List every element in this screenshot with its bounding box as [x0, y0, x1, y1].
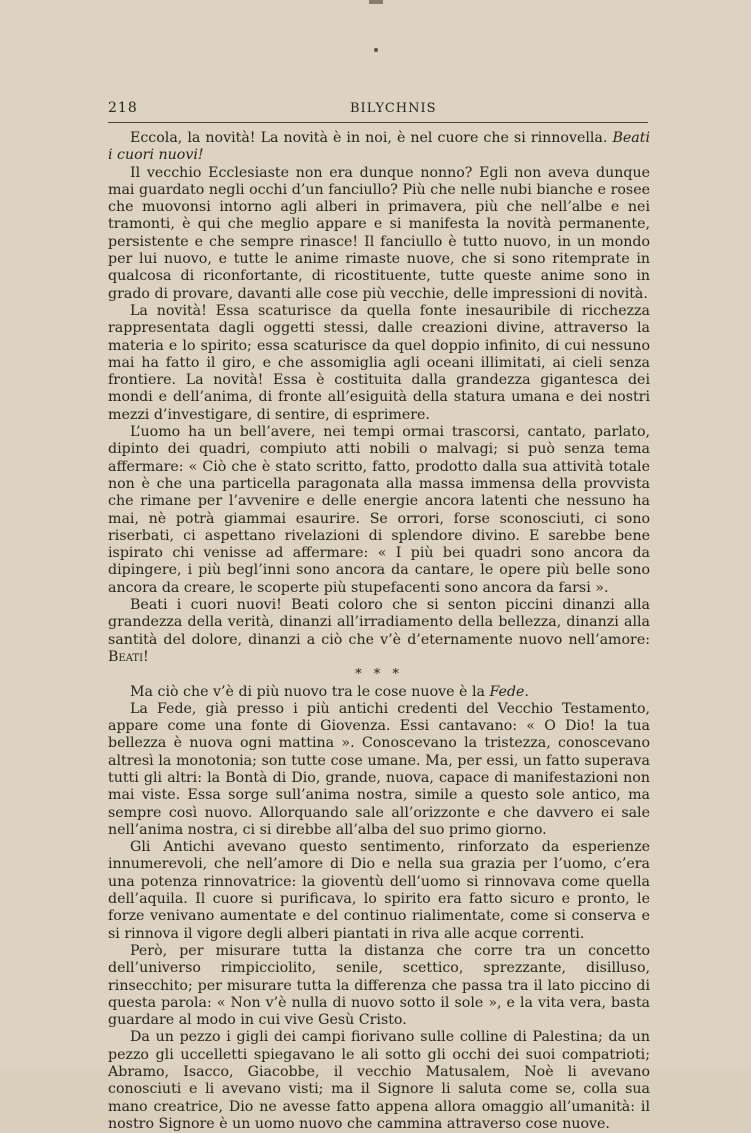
header-rule — [108, 122, 648, 123]
journal-title: BILYCHNIS — [350, 101, 437, 116]
paragraph-2: Il vecchio Ecclesiaste non era dunque nonno? Egli non aveva dunque mai guardato negli occhi d’un fanciullo? Più che nelle nubi bianche e rosee che muovonsi intorno agli alberi in primavera, più che nell’albe e nei tramonti, è qui che meglio appare e si manifesta la novità permanente, persistente e che sempre rinasce! Il fanciullo è tutto nuovo, in un mondo per lui nuovo, e tutte le anime rimaste nuove, che si sono ritemprate in qualcosa di riconfortante, di ricostituente, tutte queste anime sono in grado di provare, davanti alle cose più vecchie, delle impressioni di novità. — [108, 164, 650, 302]
section-separator: * * * — [355, 667, 403, 683]
running-header — [108, 100, 648, 118]
ink-dot — [374, 48, 378, 52]
paragraph-4: L’uomo ha un bell’avere, nei tempi ormai trascorsi, cantato, parlato, dipinto dei quadri, compiuto atti nobili o malvagi; si può senza tema affermare: « Ciò che è stato scritto, fatto, prodotto dalla sua attività totale non è che una particella paragonata alla massa immensa della provvista che rimane per l’avvenire e delle energie ancora latenti che nessuno ha mai, nè potrà giammai esaurire. Se orrori, forse sconosciuti, ci sono riserbati, ci aspettano rivelazioni di splendore divino. E sarebbe bene ispirato chi venisse ad affermare: « I più bei quadri sono ancora da dipingere, i più begl’inni sono ancora da cantare, le opere più belle sono ancora da creare, le scoperte più stupefacenti sono ancora da farsi ». — [108, 424, 650, 596]
paragraph-5-text: Beati i cuori nuovi! Beati coloro che si senton piccini dinanzi alla grandezza della verità, dinanzi all’irradiamento della bellezza, dinanzi alla santità del dolore, dinanzi a ciò che v’è d’eternamente nuovo nell’amore: — [108, 597, 650, 648]
paragraph-6-text: Ma ciò che v’è di più nuovo tra le cose nuove è la — [130, 683, 490, 700]
body-text — [108, 130, 650, 1133]
paragraph-1-italic: Beati i cuori nuovi! — [108, 130, 650, 164]
paragraph-6-italic: Fede — [489, 683, 525, 700]
paragraph-9: Però, per misurare tutta la distanza che corre tra un concetto dell’universo rimpicciolito, senile, scettico, sprezzante, disilluso, rinsecchito; per misurare tutta la differenza che passa tra il lato piccino di questa parola: « Non v’è nulla di nuovo sotto il sole », e la vita vera, basta guardare al modo in cui vive Gesù Cristo. — [108, 942, 650, 1029]
paragraph-5-end: ! — [143, 648, 149, 665]
paragraph-8: Gli Antichi avevano questo sentimento, rinforzato da esperienze innumerevoli, che nell’amore di Dio e nella sua grazia per l’uomo, c’era una potenza rinnovatrice: la gioventù dell’uomo si rinnovava come quella dell’aquila. Il cuore si purificava, lo spirito era fatto sicuro e pronto, le forze venivano aumentate e del continuo rialimentate, come si conserva e si rinnova il vigore degli alberi piantati in riva alle acque correnti. — [108, 839, 650, 942]
paragraph-5 — [108, 597, 650, 666]
paragraph-6 — [108, 684, 650, 701]
paragraph-6-end: . — [524, 683, 529, 700]
paragraph-1-text: Eccola, la novità! La novità è in noi, è nel cuore che si rinnovella. — [130, 130, 613, 146]
paragraph-5-smallcaps: Beati — [108, 648, 144, 665]
paragraph-7: La Fede, già presso i più antichi credenti del Vecchio Testamento, appare come una fonte di Giovenza. Essi cantavano: « O Dio! la tua bellezza è nuova ogni mattina ». Conoscevano la tristezza, conoscevano altresì la monotonia; son tutte cose umane. Ma, per essi, un fatto superava tutti gli altri: la Bontà di Dio, grande, nuova, capace di manifestazioni non mai viste. Essa sorge sull’anima nostra, simile a questo sole antico, ma sempre così nuovo. Allorquando sale all’orizzonte e che davvero ei sale nell’anima nostra, ci si direbbe all’alba del suo primo giorno. — [108, 700, 650, 838]
paragraph-1 — [108, 130, 650, 165]
paragraph-10: Da un pezzo i gigli dei campi fiorivano sulle colline di Palestina; da un pezzo gli uccelletti spiegavano le ali sotto gli occhi dei suoi compatrioti; Abramo, Isacco, Giacobbe, il vecchio Matusalem, Noè li avevano conosciuti e li avevano visti; ma il Signore li saluta come se, colla sua mano creatrice, Dio ne avesse fatto appena allora omaggio all’umanità: il nostro Signore è un uomo nuovo che cammina attraverso cose nuove. — [108, 1029, 650, 1132]
page-number: 218 — [108, 100, 138, 116]
page-edge-mark — [369, 0, 383, 4]
paragraph-3: La novità! Essa scaturisce da quella fonte inesauribile di ricchezza rappresentata dagli oggetti stessi, dalle creazioni divine, attraverso la materia e lo spirito; essa scaturisce da quel doppio infinito, di cui nessuno mai ha fatto il giro, e che assomiglia agli oceani illimitati, ai cieli senza frontiere. La novità! Essa è costituita dalla grandezza gigantesca dei mondi e dell’anima, di fronte all’esiguità della statura umana e dei nostri mezzi d’investigare, di sentire, di esprimere. — [108, 302, 650, 423]
